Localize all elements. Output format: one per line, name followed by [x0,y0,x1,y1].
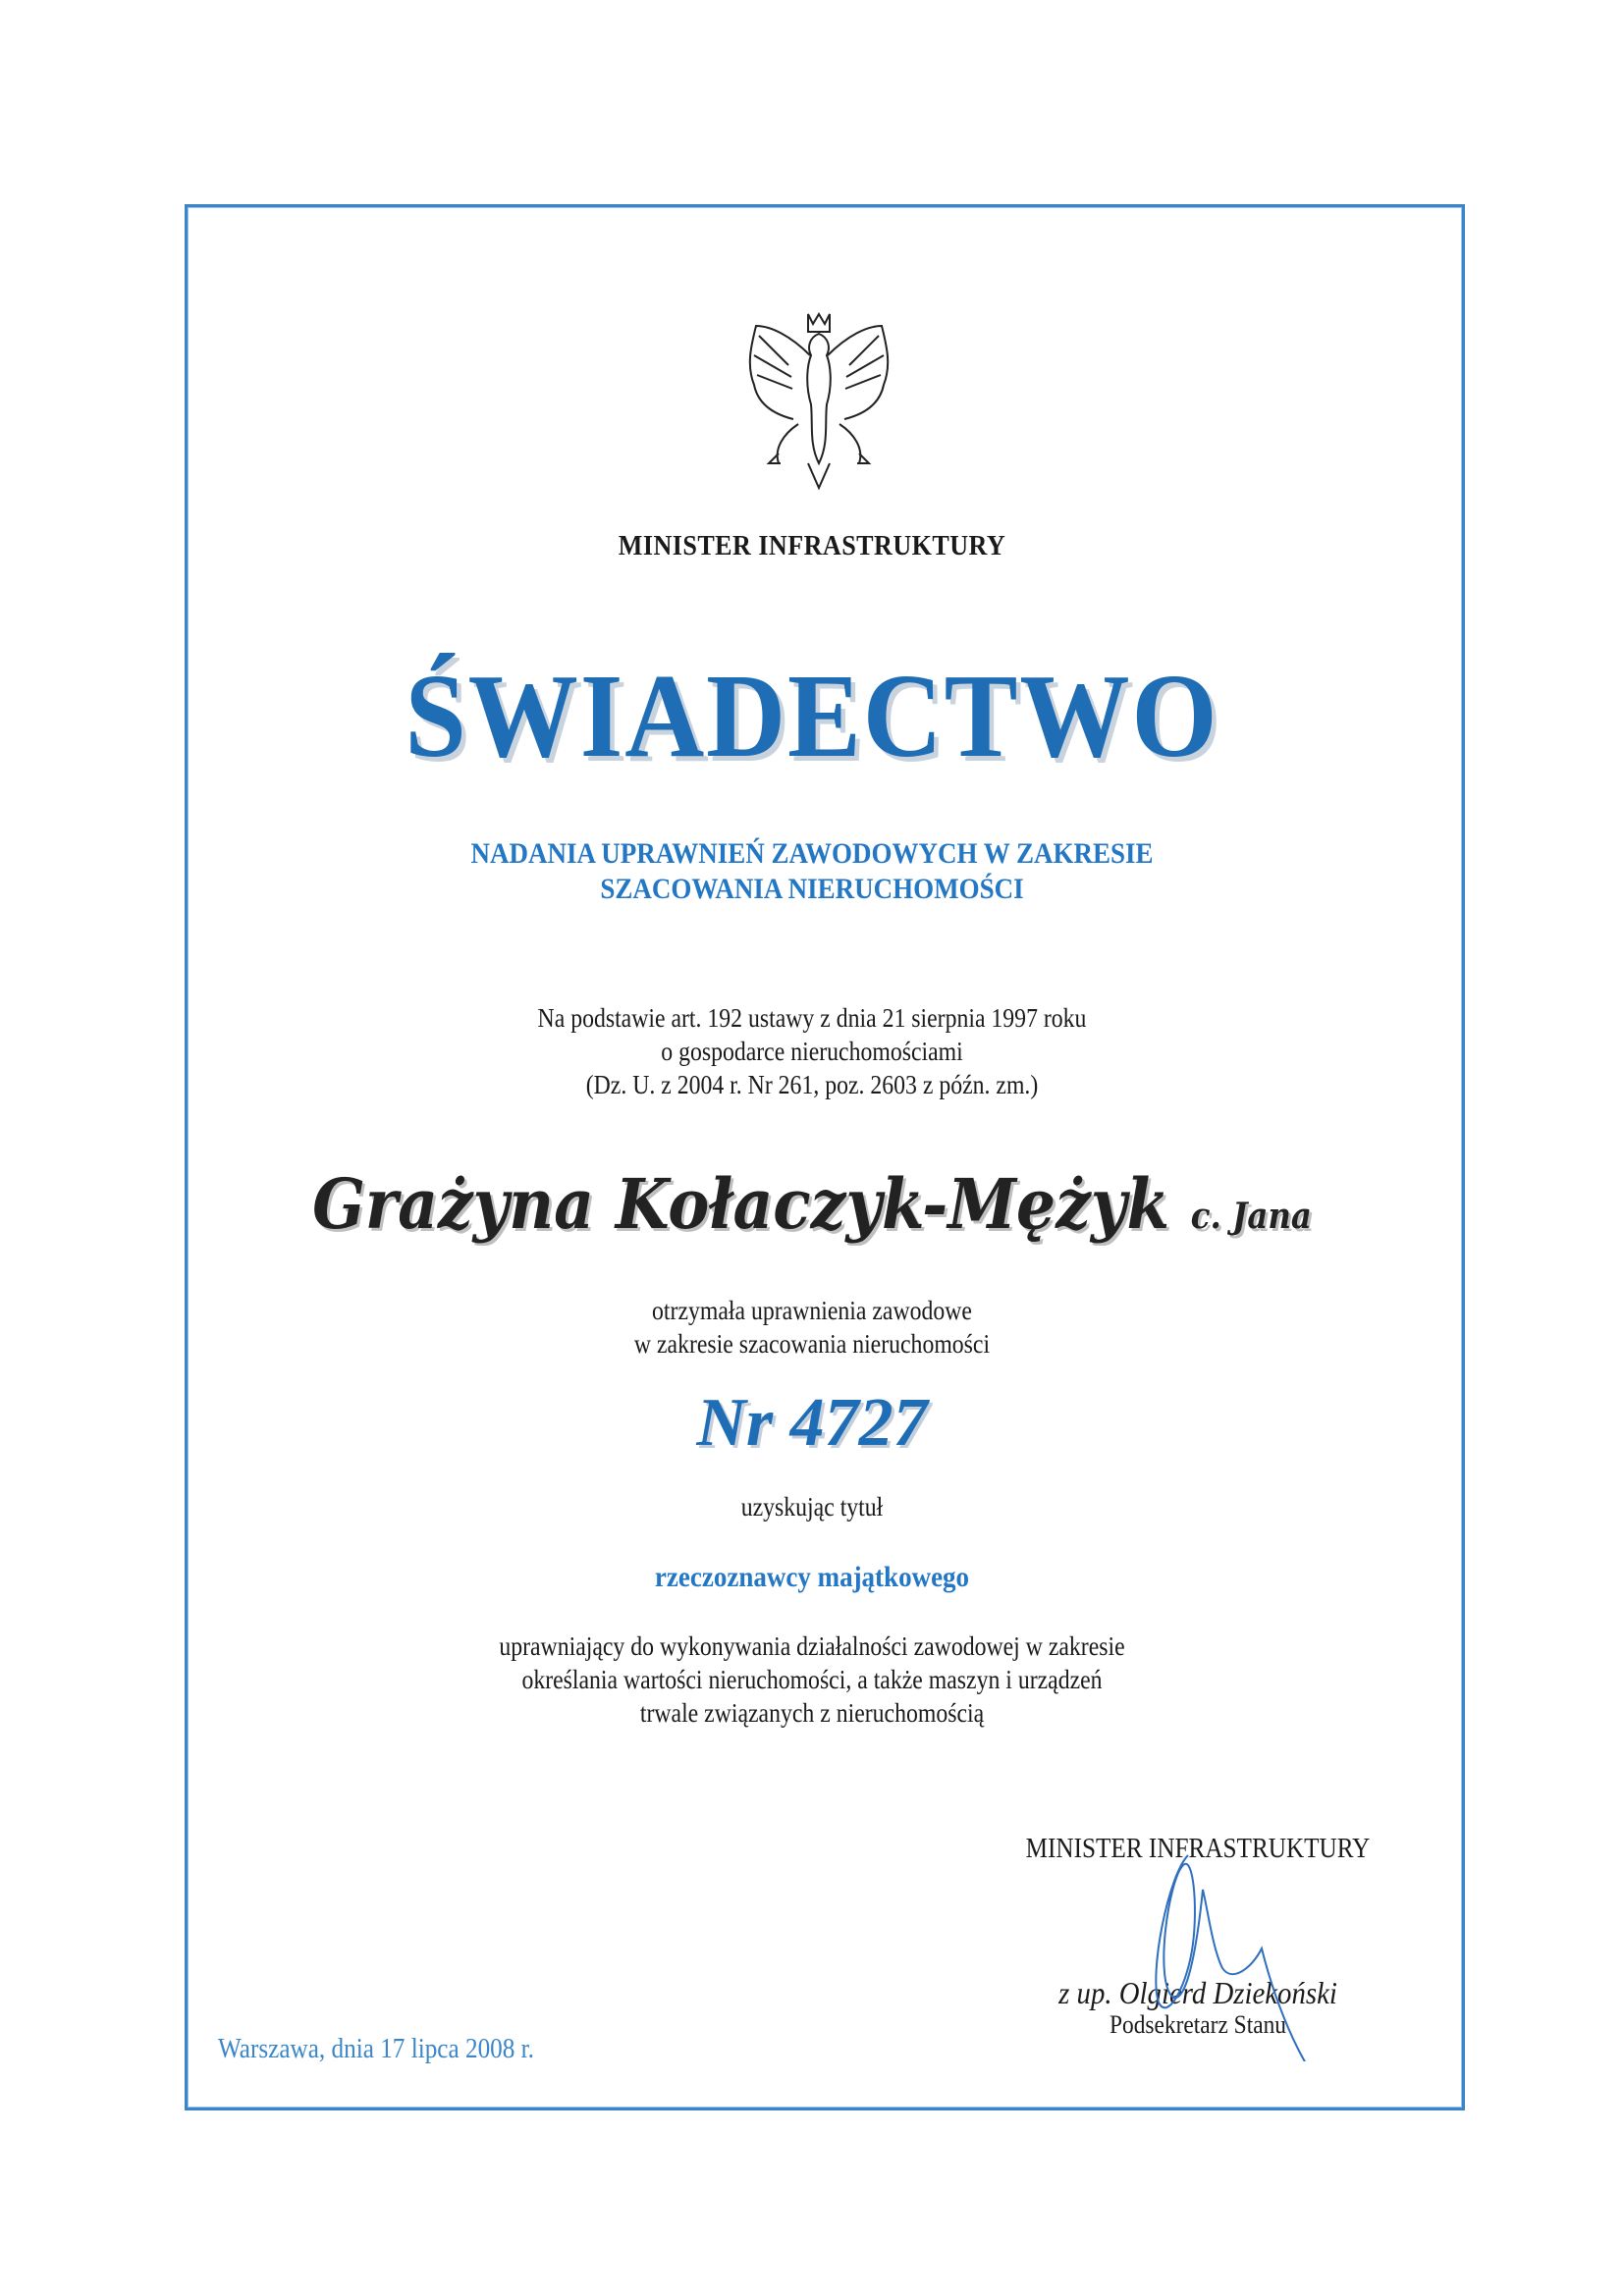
received-line: w zakresie szacowania nieruchomości [633,1329,991,1359]
polish-eagle-emblem-icon [739,306,898,493]
scope-line: trwale związanych z nieruchomością [639,1698,985,1728]
recipient-patronymic: c. Jana [1190,1196,1312,1237]
subtitle-line: SZACOWANIA NIERUCHOMOŚCI [600,873,1024,905]
legal-line: (Dz. U. z 2004 r. Nr 261, poz. 2603 z późn. zm.) [585,1070,1039,1099]
legal-line: o gospodarce nieruchomościami [661,1037,963,1066]
place-and-date: Warszawa, dnia 17 lipca 2008 r. [218,2034,534,2064]
obtaining-text: uzyskując tytuł [740,1492,884,1522]
signer-name: z up. Olgierd Dziekoński [1058,1975,1337,2010]
received-statement [97,1294,1527,1361]
scope-line: uprawniający do wykonywania działalności zawodowej w zakresie [499,1631,1125,1661]
received-line: otrzymała uprawnienia zawodowe [652,1296,972,1325]
certificate-subtitle [81,836,1543,907]
recipient [81,1163,1543,1245]
certificate-title: ŚWIADECTWO [405,650,1219,782]
recipient-name: Grażyna Kołaczyk-Mężyk [312,1163,1170,1245]
signature-office: MINISTER INFRASTRUKTURY [1025,1834,1371,1864]
handwritten-signature [1070,1845,1384,2061]
legal-basis [97,1001,1527,1101]
certificate-number: Nr 4727 [696,1385,928,1461]
signer-role: Podsekretarz Stanu [1109,2010,1286,2039]
professional-title: rzeczoznawcy majątkowego [654,1561,970,1593]
scope-statement [97,1629,1527,1730]
issuer-heading: MINISTER INFRASTRUKTURY [618,530,1006,561]
subtitle-line: NADANIA UPRAWNIEŃ ZAWODOWYCH W ZAKRESIE [470,837,1154,870]
scope-line: określania wartości nieruchomości, a także maszyn i urządzeń [521,1665,1103,1694]
legal-line: Na podstawie art. 192 ustawy z dnia 21 sierpnia 1997 roku [537,1003,1087,1033]
